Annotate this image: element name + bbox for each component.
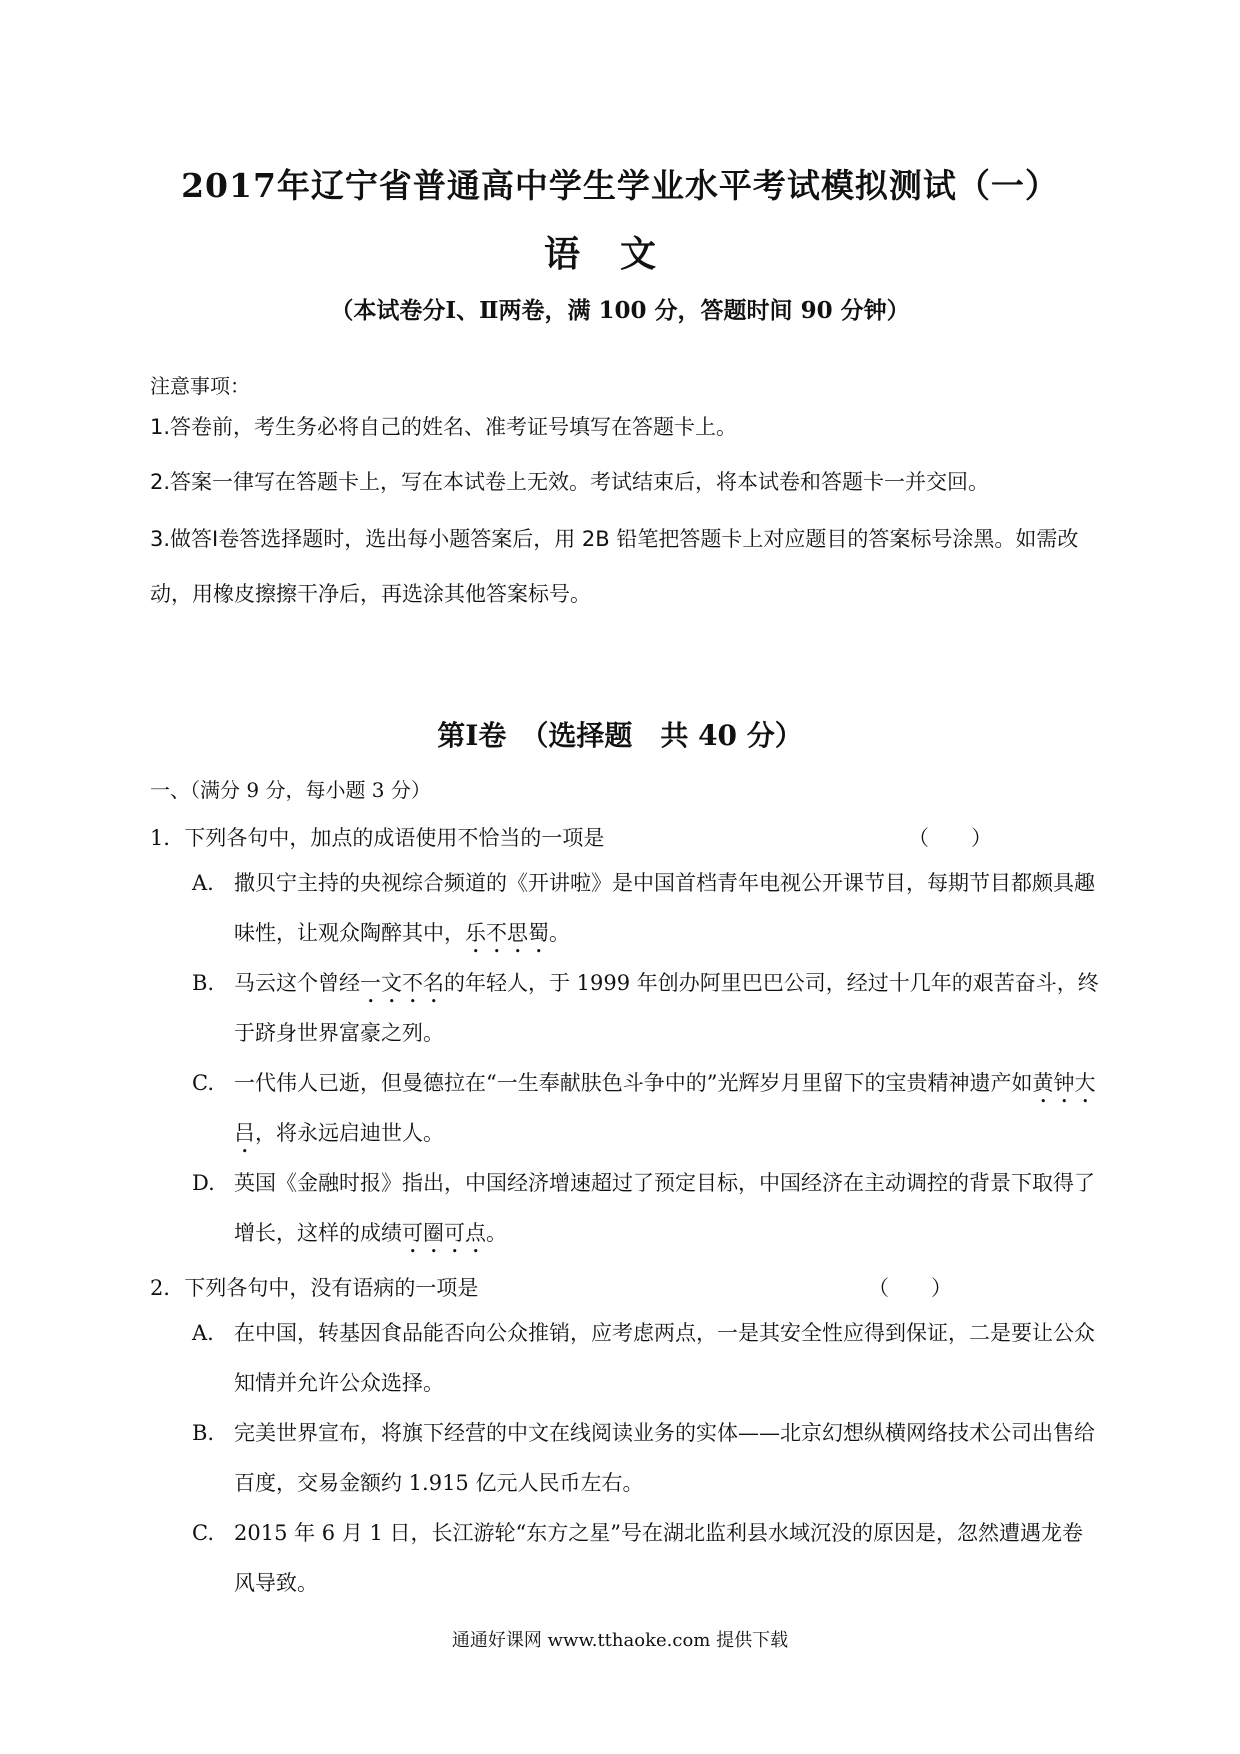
footer-source: 通通好课网 www.tthaoke.com 提供下载	[451, 1630, 789, 1651]
option-text	[234, 858, 1102, 958]
notice-item-2: 2.答案一律写在答题卡上，写在本试卷上无效。考试结束后，将本试卷和答题卡一并交回。	[150, 470, 990, 494]
option-text: 2015 年 6 月 1 日，长江游轮“东方之星”号在湖北监利县水域沉没的原因是，忽然遭遇龙卷风导致。	[234, 1521, 1084, 1595]
question-1-option-d	[192, 1158, 1102, 1258]
dotted-idiom: 一文不名	[360, 971, 444, 995]
option-text-pre: 撒贝宁主持的央视综合频道的《开讲啦》是中国首档青年电视公开课节目，每期节目都颇具趣味性，让观众陶醉其中，	[234, 871, 1095, 945]
subject-title: 语文	[543, 233, 696, 275]
option-text-post: 。	[486, 1221, 507, 1245]
option-label: A.	[192, 1321, 214, 1345]
notice-heading: 注意事项：	[150, 374, 250, 398]
question-2-answer-paren: （ ）	[868, 1276, 952, 1300]
part-heading: 一、（满分 9 分，每小题 3 分）	[150, 778, 431, 802]
question-2-option-b	[192, 1408, 1102, 1508]
option-label: B.	[192, 971, 215, 995]
question-1-option-b	[192, 958, 1102, 1058]
dotted-idiom: 乐不思蜀	[465, 921, 549, 945]
question-1-option-a	[192, 858, 1102, 958]
option-text-pre: 英国《金融时报》指出，中国经济增速超过了预定目标，中国经济在主动调控的背景下取得了增长，这样的成绩	[234, 1171, 1095, 1245]
option-label: A.	[192, 871, 214, 895]
question-1-option-c	[192, 1058, 1102, 1158]
option-text: 在中国，转基因食品能否向公众推销，应考虑两点，一是其安全性应得到保证，二是要让公众知情并允许公众选择。	[234, 1321, 1095, 1395]
option-label: B.	[192, 1421, 215, 1445]
exam-title: 2017年辽宁省普通高中学生学业水平考试模拟测试（一）	[181, 166, 1059, 205]
option-text-pre: 马云这个曾经	[234, 971, 360, 995]
option-text-post: ，将永远启迪世人。	[255, 1121, 444, 1145]
option-text: 完美世界宣布，将旗下经营的中文在线阅读业务的实体——北京幻想纵横网络技术公司出售给百度，交易金额约 1.915 亿元人民币左右。	[234, 1421, 1095, 1495]
question-2-option-a	[192, 1308, 1102, 1408]
option-label: C.	[192, 1071, 214, 1095]
option-text-post: 的年轻人，于 1999 年创办阿里巴巴公司，经过十几年的艰苦奋斗，终于跻身世界富豪之列。	[234, 971, 1099, 1045]
question-1-stem: 1．下列各句中，加点的成语使用不恰当的一项是	[150, 826, 605, 850]
option-text-post: 。	[549, 921, 570, 945]
option-text	[234, 1058, 1102, 1158]
notice-item-3: 3.做答Ⅰ卷答选择题时，选出每小题答案后，用 2B 铅笔把答题卡上对应题目的答案标号涂黑。如需改动，用橡皮擦擦干净后，再选涂其他答案标号。	[150, 527, 1079, 606]
question-2-option-c	[192, 1508, 1102, 1608]
option-text	[234, 1158, 1102, 1258]
option-text	[234, 958, 1102, 1058]
notice-item-1: 1.答卷前，考生务必将自己的姓名、准考证号填写在答题卡上。	[150, 415, 738, 439]
question-2-stem: 2．下列各句中，没有语病的一项是	[150, 1276, 479, 1300]
paper-note: （本试卷分Ⅰ、Ⅱ两卷，满 100 分，答题时间 90 分钟）	[330, 297, 910, 324]
option-label: C.	[192, 1521, 214, 1545]
dotted-idiom: 可圈可点	[402, 1221, 486, 1245]
question-1-answer-paren: （ ）	[908, 826, 992, 850]
option-text-pre: 一代伟人已逝，但曼德拉在“一生奉献肤色斗争中的”光辉岁月里留下的宝贵精神遗产如	[234, 1071, 1033, 1095]
option-label: D.	[192, 1171, 215, 1195]
section-title: 第Ⅰ卷 （选择题 共 40 分）	[437, 719, 803, 752]
dotted-idiom: 黄钟大吕	[234, 1071, 1096, 1145]
